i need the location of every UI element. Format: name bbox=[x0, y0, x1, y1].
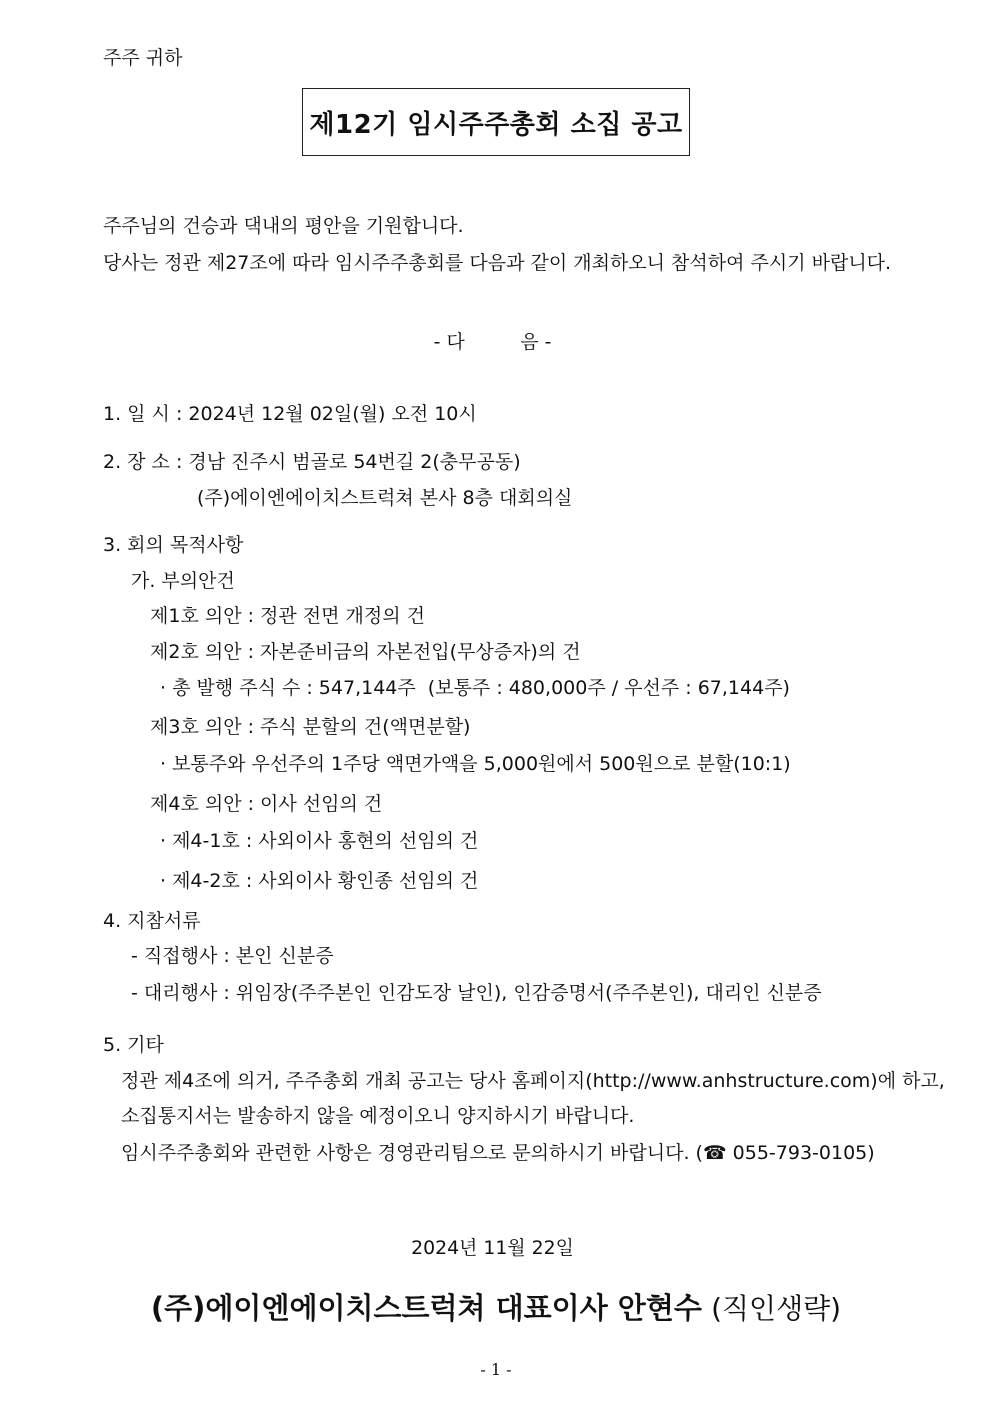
page-title: 제12기 임시주주총회 소집 공고 bbox=[309, 109, 683, 140]
section-other-heading: 5. 기타 bbox=[103, 1034, 164, 1056]
section-location: 2. 장 소 : 경남 진주시 범골로 54번길 2(충무공동) bbox=[103, 451, 521, 473]
document-direct: - 직접행사 : 본인 신분증 bbox=[131, 945, 334, 967]
agenda-item-1: 제1호 의안 : 정관 전면 개정의 건 bbox=[150, 605, 425, 627]
other-line-1: 정관 제4조에 의거, 주주총회 개최 공고는 당사 홈페이지(http://www.anhstructure.com)에 하고, bbox=[121, 1070, 945, 1092]
agenda-item-3-detail: · 보통주와 우선주의 1주당 액면가액을 5,000원에서 500원으로 분할(10:1) bbox=[160, 753, 791, 775]
greeting-line-1: 주주님의 건승과 댁내의 평안을 기원합니다. bbox=[103, 215, 464, 237]
signature bbox=[0, 1290, 992, 1327]
agenda-item-2-detail: · 총 발행 주식 수 : 547,144주 (보통주 : 480,000주 / 우선주 : 67,144주) bbox=[160, 677, 790, 699]
agenda-item-2: 제2호 의안 : 자본준비금의 자본전입(무상증자)의 건 bbox=[150, 641, 581, 663]
signature-stamp: (직인생략) bbox=[711, 1292, 842, 1325]
salutation: 주주 귀하 bbox=[103, 47, 183, 69]
section-datetime: 1. 일 시 : 2024년 12월 02일(월) 오전 10시 bbox=[103, 403, 477, 425]
other-line-3: 임시주주총회와 관련한 사항은 경영관리팀으로 문의하시기 바랍니다. (☎ 055-793-0105) bbox=[121, 1142, 875, 1164]
title-box bbox=[302, 88, 690, 156]
section-location-detail: (주)에이엔에이치스트럭쳐 본사 8층 대회의실 bbox=[197, 487, 573, 509]
agenda-item-4-1: · 제4-1호 : 사외이사 홍현의 선임의 건 bbox=[160, 830, 479, 852]
dareum-heading bbox=[0, 330, 985, 354]
agenda-item-4-2: · 제4-2호 : 사외이사 황인종 선임의 건 bbox=[160, 870, 479, 892]
page-number: - 1 - bbox=[480, 1360, 512, 1379]
notice-date: 2024년 11월 22일 bbox=[411, 1237, 574, 1259]
section-agenda-heading: 3. 회의 목적사항 bbox=[103, 534, 244, 556]
signature-company: (주)에이엔에이치스트럭쳐 대표이사 안현수 bbox=[150, 1291, 702, 1325]
agenda-subheading: 가. 부의안건 bbox=[131, 570, 235, 592]
other-line-2: 소집통지서는 발송하지 않을 예정이오니 양지하시기 바랍니다. bbox=[121, 1105, 635, 1127]
agenda-item-3: 제3호 의안 : 주식 분할의 건(액면분할) bbox=[150, 716, 471, 738]
agenda-item-4: 제4호 의안 : 이사 선임의 건 bbox=[150, 793, 383, 815]
greeting-line-2: 당사는 정관 제27조에 따라 임시주주총회를 다음과 같이 개최하오니 참석하여 주시기 바랍니다. bbox=[103, 252, 892, 274]
dareum-right: 음 - bbox=[520, 331, 552, 353]
document-proxy: - 대리행사 : 위임장(주주본인 인감도장 날인), 인감증명서(주주본인), 대리인 신분증 bbox=[131, 982, 822, 1004]
section-documents-heading: 4. 지참서류 bbox=[103, 910, 201, 932]
dareum-left: - 다 bbox=[433, 331, 465, 353]
